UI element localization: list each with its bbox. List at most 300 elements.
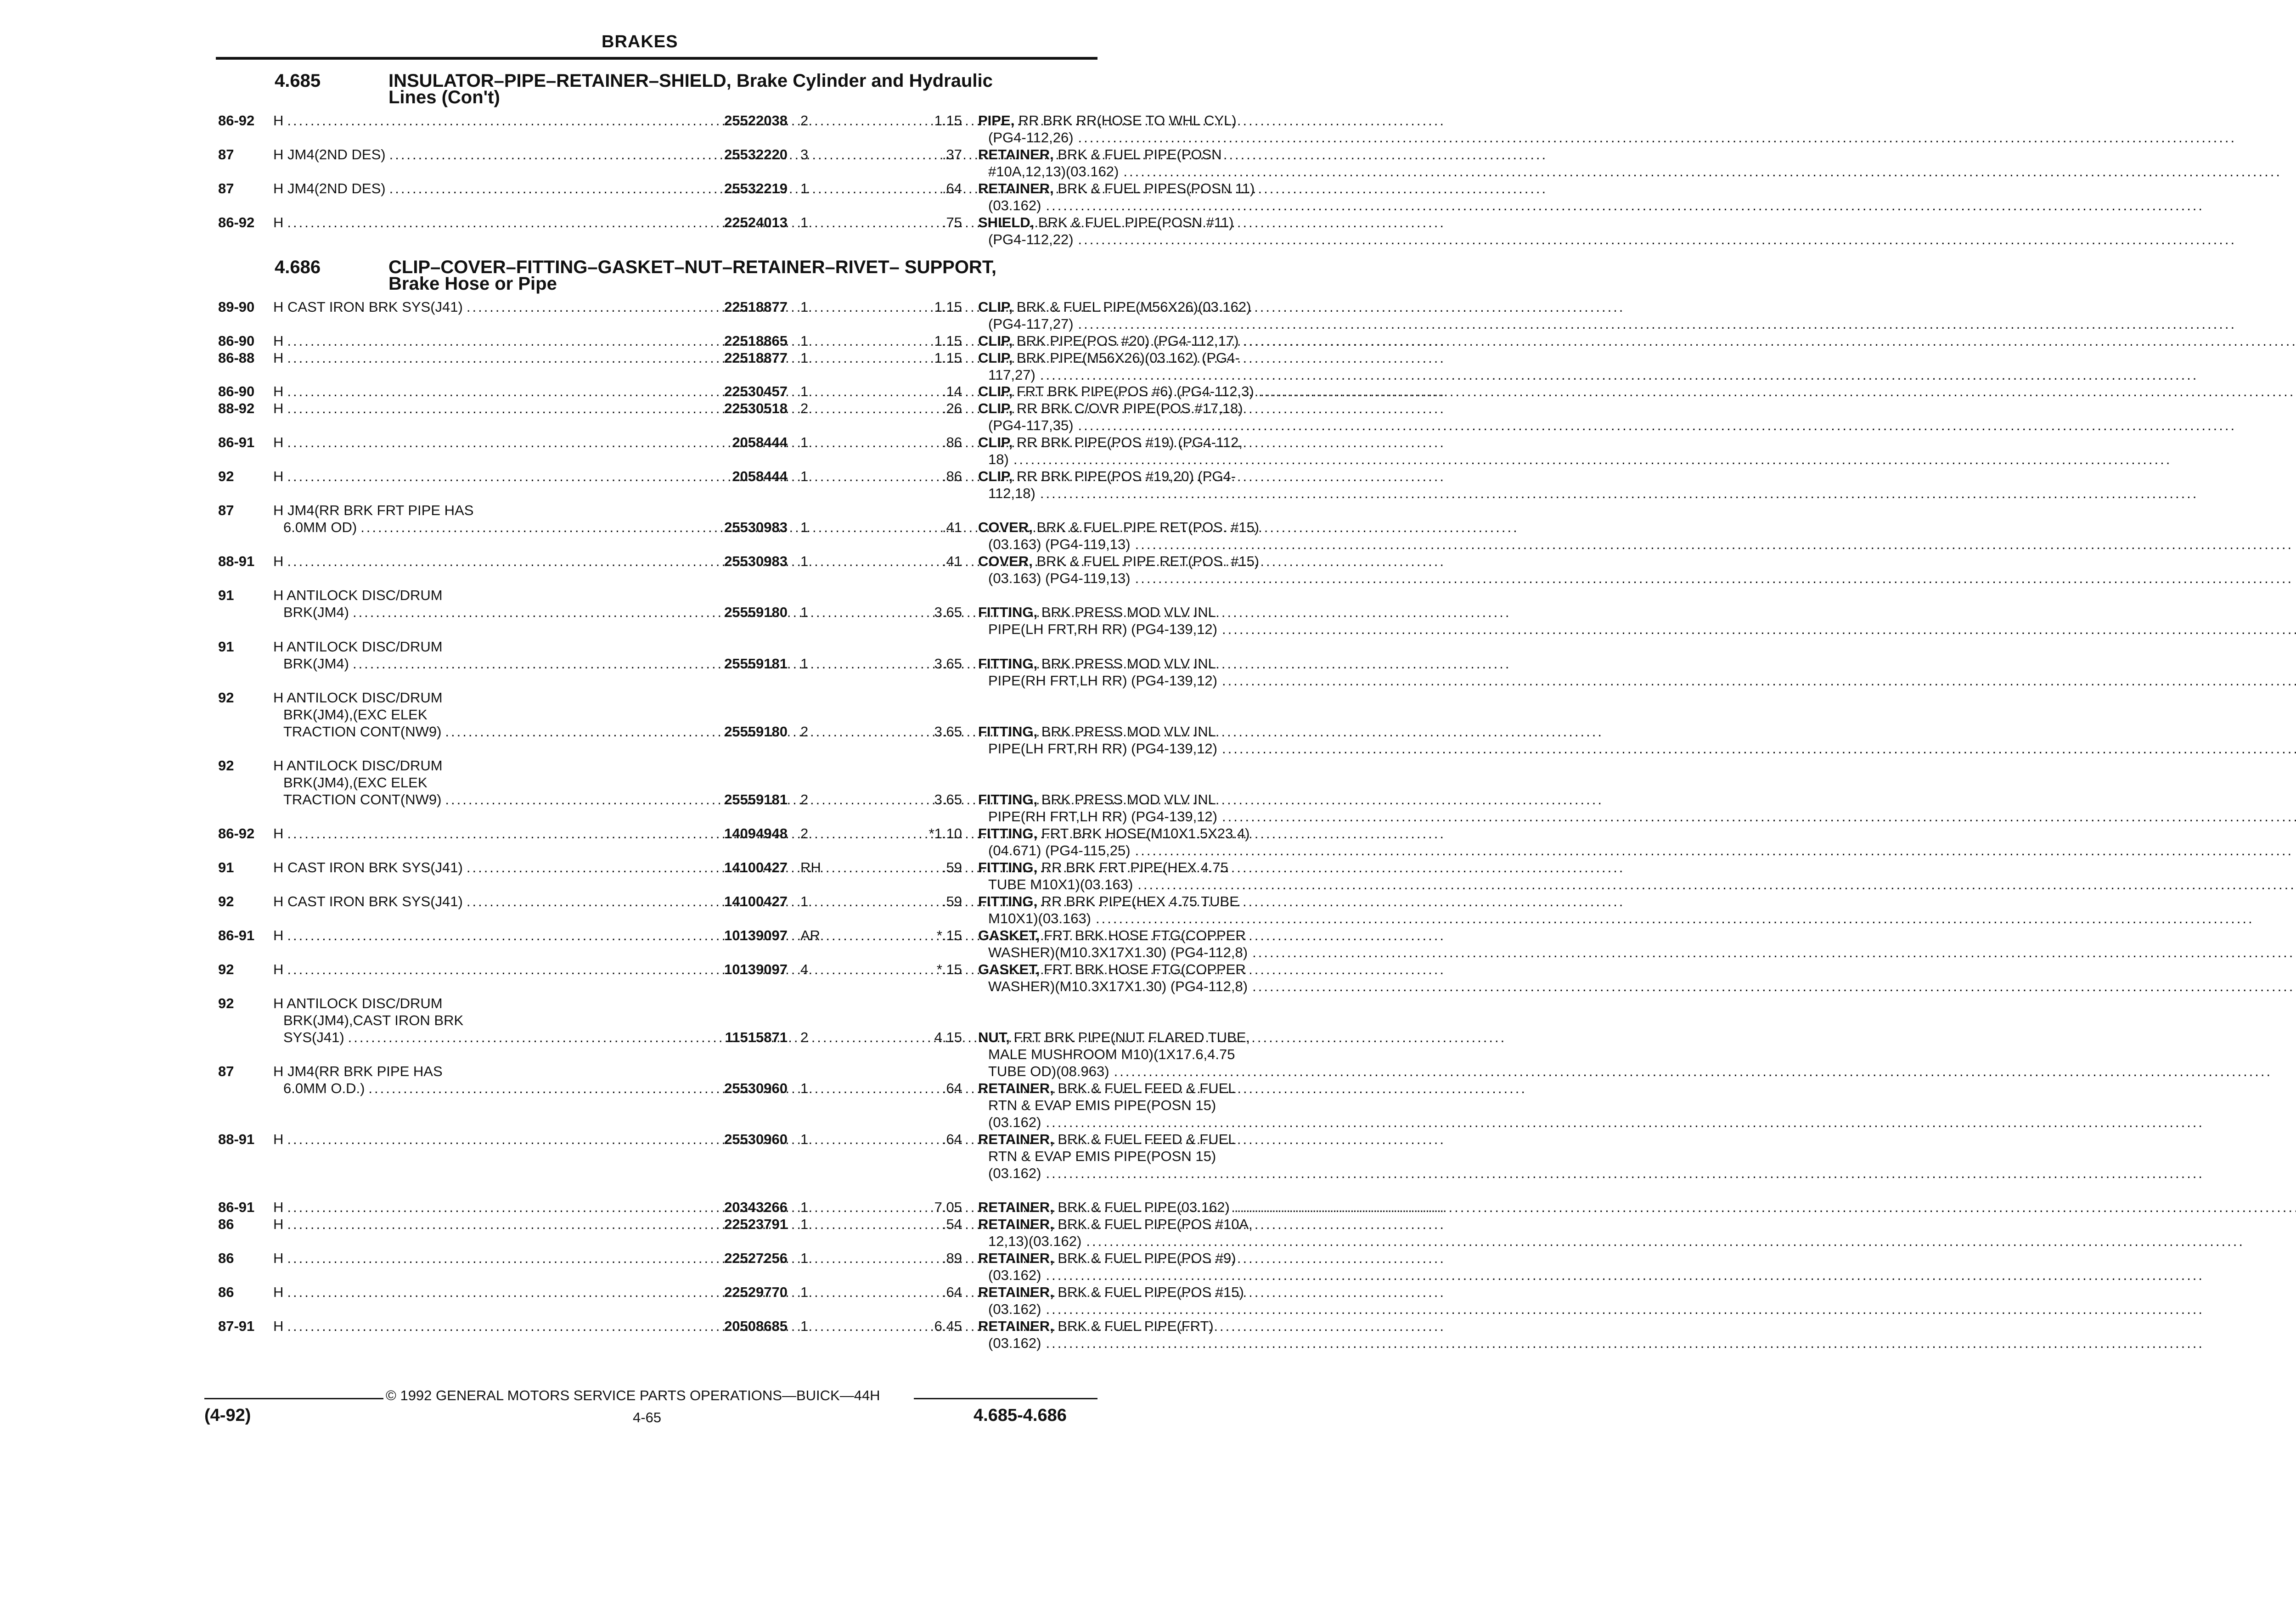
description-line: PIPE(LH FRT,RH RR) (PG4-139,12) — [988, 741, 1217, 757]
application-line: H — [273, 1216, 284, 1232]
part-name: FITTING, — [978, 791, 1038, 808]
part-name: FITTING, — [978, 724, 1038, 740]
application-line: H CAST IRON BRK SYS(J41) — [273, 893, 463, 909]
description-line: RETAINER, BRK & FUEL PIPE(POSN — [978, 146, 1222, 163]
model-years: 87 — [218, 1063, 234, 1079]
description-line: PIPE(RH FRT,LH RR) (PG4-139,12) — [988, 673, 1217, 689]
application — [273, 1199, 737, 1216]
application — [273, 180, 737, 197]
part-description — [978, 604, 1309, 638]
part-name: COVER, — [978, 553, 1033, 569]
quantity: RH — [800, 859, 821, 875]
application-line: H ANTILOCK DISC/DRUM — [273, 995, 443, 1011]
description-line: FITTING, BRK PRESS MOD VLV INL — [978, 656, 1216, 672]
price: *1.10 — [929, 825, 962, 842]
part-description — [978, 553, 1309, 587]
description-line: PIPE(LH FRT,RH RR) (PG4-139,12) — [988, 621, 1217, 637]
quantity: 1 — [800, 180, 809, 196]
price: 3.65 — [934, 724, 962, 740]
footer-rule-left — [204, 1398, 383, 1399]
application-line: H ANTILOCK DISC/DRUM — [273, 587, 443, 603]
application — [273, 825, 737, 842]
description-line: CLIP, RR BRK PIPE(POS #19,20) (PG4- — [978, 468, 1236, 484]
application-line: H — [273, 553, 284, 569]
model-years: 92 — [218, 893, 234, 909]
description-line: FITTING, BRK PRESS MOD VLV INL — [978, 724, 1216, 740]
section-title — [388, 259, 1068, 292]
quantity: 1 — [800, 519, 809, 535]
application-line: TRACTION CONT(NW9) — [283, 724, 442, 740]
model-years: 86-90 — [218, 333, 255, 349]
price: 3.65 — [934, 604, 962, 620]
application-line: H — [273, 434, 284, 450]
application — [273, 859, 737, 876]
part-description — [978, 859, 1309, 893]
part-number: 10139097 — [724, 927, 788, 943]
description-line: (03.163) (PG4-119,13) — [988, 570, 1131, 586]
part-number: 2058444 — [732, 468, 788, 484]
description-line: GASKET, FRT BRK HOSE FTG(COPPER — [978, 927, 1246, 943]
part-name: FITTING, — [978, 825, 1038, 842]
description-line: (04.671) (PG4-115,25) — [988, 842, 1131, 858]
model-years: 86 — [218, 1250, 234, 1266]
model-years: 92 — [218, 468, 234, 484]
dot-leader — [1252, 944, 2296, 961]
part-name: FITTING, — [978, 656, 1038, 672]
application — [273, 400, 737, 417]
dot-leader — [1123, 163, 2282, 180]
part-description — [978, 1131, 1309, 1182]
footer-copyright: © 1992 GENERAL MOTORS SERVICE PARTS OPERATIONS—BUICK—44H — [386, 1387, 880, 1403]
application-line: H — [273, 1199, 284, 1215]
part-description — [978, 893, 1309, 927]
part-description — [978, 434, 1309, 468]
application — [273, 689, 737, 740]
description-line: M10X1)(03.163) — [988, 910, 1092, 926]
description-line: (PG4-112,26) — [988, 129, 1074, 146]
description-line: RETAINER, BRK & FUEL PIPE(03.162) — [978, 1199, 1230, 1215]
model-years: 87 — [218, 180, 234, 196]
dot-leader — [1222, 740, 2296, 757]
part-number: 14100427 — [724, 893, 788, 909]
model-years: 88-92 — [218, 400, 255, 416]
dot-leader — [1046, 1335, 2204, 1352]
section-title-line: Lines (Con't) — [388, 87, 500, 107]
dot-leader — [1135, 536, 2294, 553]
application — [273, 468, 737, 485]
part-number: 22518865 — [724, 333, 788, 349]
dot-leader — [1114, 1063, 2273, 1080]
dot-leader — [1137, 876, 2296, 893]
application-line: BRK(JM4),(EXC ELEK — [283, 774, 428, 791]
description-line: FITTING, RR BRK FRT PIPE(HEX 4.75 — [978, 859, 1228, 875]
model-years: 92 — [218, 690, 234, 706]
part-number: 22530457 — [724, 383, 788, 399]
description-line: TUBE OD)(08.963) — [988, 1063, 1109, 1079]
footer-rule-right — [914, 1398, 1097, 1399]
price: *.15 — [936, 961, 962, 977]
description-line: MALE MUSHROOM M10)(1X17.6,4.75 — [988, 1046, 1235, 1062]
part-description — [978, 791, 1309, 825]
dot-leader — [1078, 417, 2237, 434]
application — [273, 961, 737, 978]
application-line: H — [273, 1250, 284, 1266]
price: 1.15 — [934, 350, 962, 366]
application — [273, 553, 737, 570]
dot-leader — [389, 146, 1548, 163]
part-number: 25522038 — [724, 112, 788, 129]
quantity: 1 — [800, 1199, 809, 1215]
quantity: 2 — [800, 825, 809, 842]
description-line: (03.162) — [988, 197, 1041, 213]
price: .26 — [942, 400, 962, 416]
application — [273, 1284, 737, 1301]
model-years: 87 — [218, 146, 234, 163]
quantity: 1 — [800, 893, 809, 909]
part-number: 10139097 — [724, 961, 788, 977]
part-number: 25559181 — [724, 791, 788, 808]
model-years: 86-91 — [218, 927, 255, 943]
description-line: CLIP, BRK PIPE(M56X26)(03.162) (PG4- — [978, 350, 1240, 366]
section-number: 4.685 — [275, 71, 321, 91]
application-line: H CAST IRON BRK SYS(J41) — [273, 299, 463, 315]
model-years: 87 — [218, 502, 234, 518]
model-years: 86-91 — [218, 434, 255, 450]
part-description — [978, 1216, 1309, 1250]
application-line: H — [273, 214, 284, 230]
quantity: 3 — [800, 146, 809, 163]
part-number: 22527256 — [724, 1250, 788, 1266]
application-line: BRK(JM4) — [283, 604, 349, 620]
description-line: #10A,12,13)(03.162) — [988, 163, 1119, 180]
description-line: RTN & EVAP EMIS PIPE(POSN 15) — [988, 1148, 1216, 1164]
application — [273, 927, 737, 944]
description-line: RETAINER, BRK & FUEL FEED & FUEL — [978, 1080, 1236, 1096]
part-name: SHIELD, — [978, 214, 1035, 230]
description-line: (03.162) — [988, 1114, 1041, 1130]
part-number: 22518877 — [724, 299, 788, 315]
part-name: RETAINER, — [978, 180, 1054, 196]
dot-leader — [1040, 366, 2199, 383]
dot-leader — [1222, 672, 2296, 689]
part-number: 14100427 — [724, 859, 788, 875]
application-line: H — [273, 825, 284, 842]
application — [273, 383, 737, 400]
part-number: 11515871 — [725, 1029, 788, 1045]
part-name: RETAINER, — [978, 1284, 1054, 1300]
price: 6.45 — [934, 1318, 962, 1334]
description-line: GASKET, FRT BRK HOSE FTG(COPPER — [978, 961, 1246, 977]
model-years: 86-92 — [218, 214, 255, 230]
dot-leader — [1078, 129, 2237, 146]
part-description — [978, 961, 1309, 995]
description-line: (PG4-117,27) — [988, 316, 1074, 332]
section-title-line: Brake Hose or Pipe — [388, 274, 557, 294]
price: .75 — [942, 214, 962, 230]
price: .64 — [942, 1131, 962, 1147]
quantity: 2 — [800, 1029, 809, 1045]
quantity: 1 — [800, 1216, 809, 1232]
section-title-line: CLIP–COVER–FITTING–GASKET–NUT–RETAINER–RIVET– SUPPORT, — [388, 257, 996, 277]
quantity: 1 — [800, 1131, 809, 1147]
part-description — [978, 112, 1309, 146]
application — [273, 1216, 737, 1233]
description-line: RETAINER, BRK & FUEL PIPES(POSN 11) — [978, 180, 1255, 196]
model-years: 88-91 — [218, 1131, 255, 1147]
application-line: H CAST IRON BRK SYS(J41) — [273, 859, 463, 875]
description-line: CLIP, RR BRK C/OVR PIPE(POS #17,18) — [978, 400, 1243, 416]
description-line: RETAINER, BRK & FUEL PIPE(FRT) — [978, 1318, 1214, 1334]
part-number: 25530960 — [724, 1080, 788, 1096]
part-name: PIPE, — [978, 112, 1015, 129]
description-line: (03.163) (PG4-119,13) — [988, 536, 1131, 552]
section-title-line: INSULATOR–PIPE–RETAINER–SHIELD, Brake Cylinder and Hydraulic — [388, 71, 993, 91]
model-years: 86-92 — [218, 825, 255, 842]
description-line: COVER, BRK & FUEL PIPE RET(POS. #15) — [978, 553, 1260, 569]
part-name: RETAINER, — [978, 1318, 1054, 1334]
part-number: 22530518 — [724, 400, 788, 416]
part-number: 20343266 — [724, 1199, 788, 1215]
part-description — [978, 349, 1309, 383]
application — [273, 1131, 737, 1148]
model-years: 91 — [218, 859, 234, 875]
application — [273, 638, 737, 672]
description-line: (PG4-117,35) — [988, 417, 1074, 433]
part-name: CLIP, — [978, 400, 1013, 416]
application-line: H JM4(RR BRK PIPE HAS — [273, 1063, 443, 1079]
model-years: 86 — [218, 1284, 234, 1300]
model-years: 92 — [218, 961, 234, 977]
application-line: H — [273, 1131, 284, 1147]
price: .59 — [942, 893, 962, 909]
description-line: RTN & EVAP EMIS PIPE(POSN 15) — [988, 1097, 1216, 1113]
dot-leader — [1096, 910, 2254, 927]
price: .41 — [942, 519, 962, 535]
description-line: CLIP, FRT BRK PIPE(POS #6) (PG4-112,3) — [978, 383, 1254, 399]
price: .37 — [942, 146, 962, 163]
application-line: H ANTILOCK DISC/DRUM — [273, 690, 443, 706]
application-line: H ANTILOCK DISC/DRUM — [273, 758, 443, 774]
price: *.15 — [936, 927, 962, 943]
application — [273, 1318, 737, 1335]
application-line: SYS(J41) — [283, 1029, 344, 1045]
part-number: 25532220 — [724, 146, 788, 163]
part-name: NUT, — [978, 1029, 1010, 1045]
part-number: 25530983 — [724, 519, 788, 535]
dot-leader — [1086, 1233, 2245, 1250]
application-line: H JM4(2ND DES) — [273, 146, 386, 163]
part-number: 14094948 — [724, 825, 788, 842]
application — [273, 146, 737, 163]
description-line: FITTING, RR BRK PIPE(HEX 4.75 TUBE — [978, 893, 1239, 909]
part-number: 22529770 — [724, 1284, 788, 1300]
quantity: AR — [800, 927, 821, 943]
part-number: 22518877 — [724, 350, 788, 366]
part-description — [978, 383, 1309, 400]
dot-leader — [1078, 315, 2237, 332]
quantity: 1 — [800, 656, 809, 672]
part-number: 20508685 — [724, 1318, 788, 1334]
price: .89 — [942, 1250, 962, 1266]
footer-revision-date: (4-92) — [204, 1406, 251, 1425]
part-name: GASKET, — [978, 961, 1040, 977]
application-line: BRK(JM4),CAST IRON BRK — [283, 1012, 464, 1028]
part-name: RETAINER, — [978, 1250, 1054, 1266]
part-description — [978, 1250, 1309, 1284]
application-line: H — [273, 112, 284, 129]
dot-leader — [1222, 808, 2296, 825]
price: .41 — [942, 553, 962, 569]
part-description — [978, 1284, 1309, 1318]
description-line: PIPE, RR BRK RR(HOSE TO WHL CYL) — [978, 112, 1237, 129]
quantity: 1 — [800, 383, 809, 399]
dot-leader — [1046, 1165, 2204, 1182]
part-number: 25530983 — [724, 553, 788, 569]
application — [273, 1250, 737, 1267]
dot-leader — [1046, 1301, 2204, 1318]
quantity: 4 — [800, 961, 809, 977]
quantity: 1 — [800, 1250, 809, 1266]
quantity: 2 — [800, 400, 809, 416]
description-line: NUT, FRT BRK PIPE(NUT FLARED TUBE, — [978, 1029, 1250, 1045]
model-years: 92 — [218, 995, 234, 1011]
application-line: H — [273, 927, 284, 943]
description-line: RETAINER, BRK & FUEL FEED & FUEL — [978, 1131, 1236, 1147]
part-name: RETAINER, — [978, 146, 1054, 163]
quantity: 1 — [800, 1284, 809, 1300]
price: 1.15 — [934, 299, 962, 315]
dot-leader — [389, 180, 1548, 197]
application-line: H — [273, 468, 284, 484]
dot-leader — [1040, 485, 2199, 502]
description-line: TUBE M10X1)(03.163) — [988, 876, 1133, 892]
description-line: WASHER)(M10.3X17X1.30) (PG4-112,8) — [988, 944, 1248, 960]
part-name: FITTING, — [978, 604, 1038, 620]
model-years: 91 — [218, 639, 234, 655]
application-line: H — [273, 1318, 284, 1334]
part-description — [978, 214, 1309, 248]
model-years: 89-90 — [218, 299, 255, 315]
part-description — [978, 1199, 1309, 1216]
price: 1.15 — [934, 333, 962, 349]
part-name: RETAINER, — [978, 1199, 1054, 1215]
description-line: RETAINER, BRK & FUEL PIPE(POS #9) — [978, 1250, 1236, 1266]
model-years: 86-90 — [218, 383, 255, 399]
application-line: H JM4(RR BRK FRT PIPE HAS — [273, 502, 474, 518]
part-number: 22523791 — [724, 1216, 788, 1232]
application — [273, 757, 737, 808]
part-description — [978, 723, 1309, 757]
part-description — [978, 927, 1309, 961]
section-number: 4.686 — [275, 257, 321, 277]
application-line: H — [273, 383, 284, 399]
part-number: 25559181 — [724, 656, 788, 672]
price: .14 — [942, 383, 962, 399]
description-line: (03.162) — [988, 1335, 1041, 1351]
application-line: H — [273, 333, 284, 349]
description-line: COVER, BRK & FUEL PIPE RET(POS. #15) — [978, 519, 1260, 535]
description-line: CLIP, BRK PIPE(POS #20) (PG4-112,17) — [978, 333, 1239, 349]
application-line: 6.0MM OD) — [283, 519, 357, 535]
description-line: PIPE(RH FRT,LH RR) (PG4-139,12) — [988, 808, 1217, 825]
price: .54 — [942, 1216, 962, 1232]
dot-leader — [1046, 197, 2204, 214]
description-line: CLIP, BRK & FUEL PIPE(M56X26)(03.162) — [978, 299, 1251, 315]
section-title — [388, 73, 1068, 106]
part-number: 25559180 — [724, 604, 788, 620]
part-description — [978, 519, 1309, 553]
part-name: CLIP, — [978, 333, 1013, 349]
price: 3.65 — [934, 656, 962, 672]
part-name: CLIP, — [978, 350, 1013, 366]
quantity: 1 — [800, 553, 809, 569]
description-line: 18) — [988, 451, 1009, 467]
application-line: TRACTION CONT(NW9) — [283, 791, 442, 808]
part-description — [978, 146, 1309, 180]
application-line: H — [273, 961, 284, 977]
description-line: (03.162) — [988, 1301, 1041, 1317]
price: .64 — [942, 1080, 962, 1096]
application — [273, 502, 737, 536]
part-name: CLIP, — [978, 383, 1013, 399]
model-years: 86-91 — [218, 1199, 255, 1215]
model-years: 88-91 — [218, 553, 255, 569]
dot-leader — [1135, 842, 2294, 859]
description-line: (03.162) — [988, 1267, 1041, 1283]
application — [273, 893, 737, 910]
part-number: 25530960 — [724, 1131, 788, 1147]
part-name: CLIP, — [978, 434, 1013, 450]
quantity: 2 — [800, 112, 809, 129]
footer-page-number: 4-65 — [633, 1409, 662, 1425]
application — [273, 214, 737, 231]
part-description — [978, 298, 1309, 332]
part-description — [978, 1029, 1309, 1080]
model-years: 86-92 — [218, 112, 255, 129]
part-description — [978, 1318, 1309, 1352]
part-description — [978, 655, 1309, 689]
dot-leader — [1252, 978, 2296, 995]
description-line: (03.162) — [988, 1165, 1041, 1181]
model-years: 86 — [218, 1216, 234, 1232]
quantity: 1 — [800, 1080, 809, 1096]
price: .86 — [942, 434, 962, 450]
part-number: 25532219 — [724, 180, 788, 196]
application — [273, 332, 737, 349]
dot-leader — [1046, 1114, 2204, 1131]
application-line: H — [273, 1284, 284, 1300]
quantity: 1 — [800, 434, 809, 450]
part-name: CLIP, — [978, 468, 1013, 484]
description-line: RETAINER, BRK & FUEL PIPE(POS #15) — [978, 1284, 1244, 1300]
quantity: 1 — [800, 1318, 809, 1334]
description-line: CLIP, RR BRK PIPE(POS #19) (PG4-112, — [978, 434, 1243, 450]
application-line: 6.0MM O.D.) — [283, 1080, 365, 1096]
part-description — [978, 180, 1309, 214]
application — [273, 587, 737, 621]
part-name: FITTING, — [978, 893, 1038, 909]
part-name: RETAINER, — [978, 1080, 1054, 1096]
price: 1.15 — [934, 112, 962, 129]
part-number: 22524013 — [724, 214, 788, 230]
part-name: FITTING, — [978, 859, 1038, 875]
quantity: 1 — [800, 604, 809, 620]
description-line: FITTING, BRK PRESS MOD VLV INL — [978, 604, 1216, 620]
description-line: FITTING, BRK PRESS MOD VLV INL — [978, 791, 1216, 808]
description-line: RETAINER, BRK & FUEL PIPE(POS #10A, — [978, 1216, 1253, 1232]
quantity: 1 — [800, 350, 809, 366]
application-line: H ANTILOCK DISC/DRUM — [273, 639, 443, 655]
